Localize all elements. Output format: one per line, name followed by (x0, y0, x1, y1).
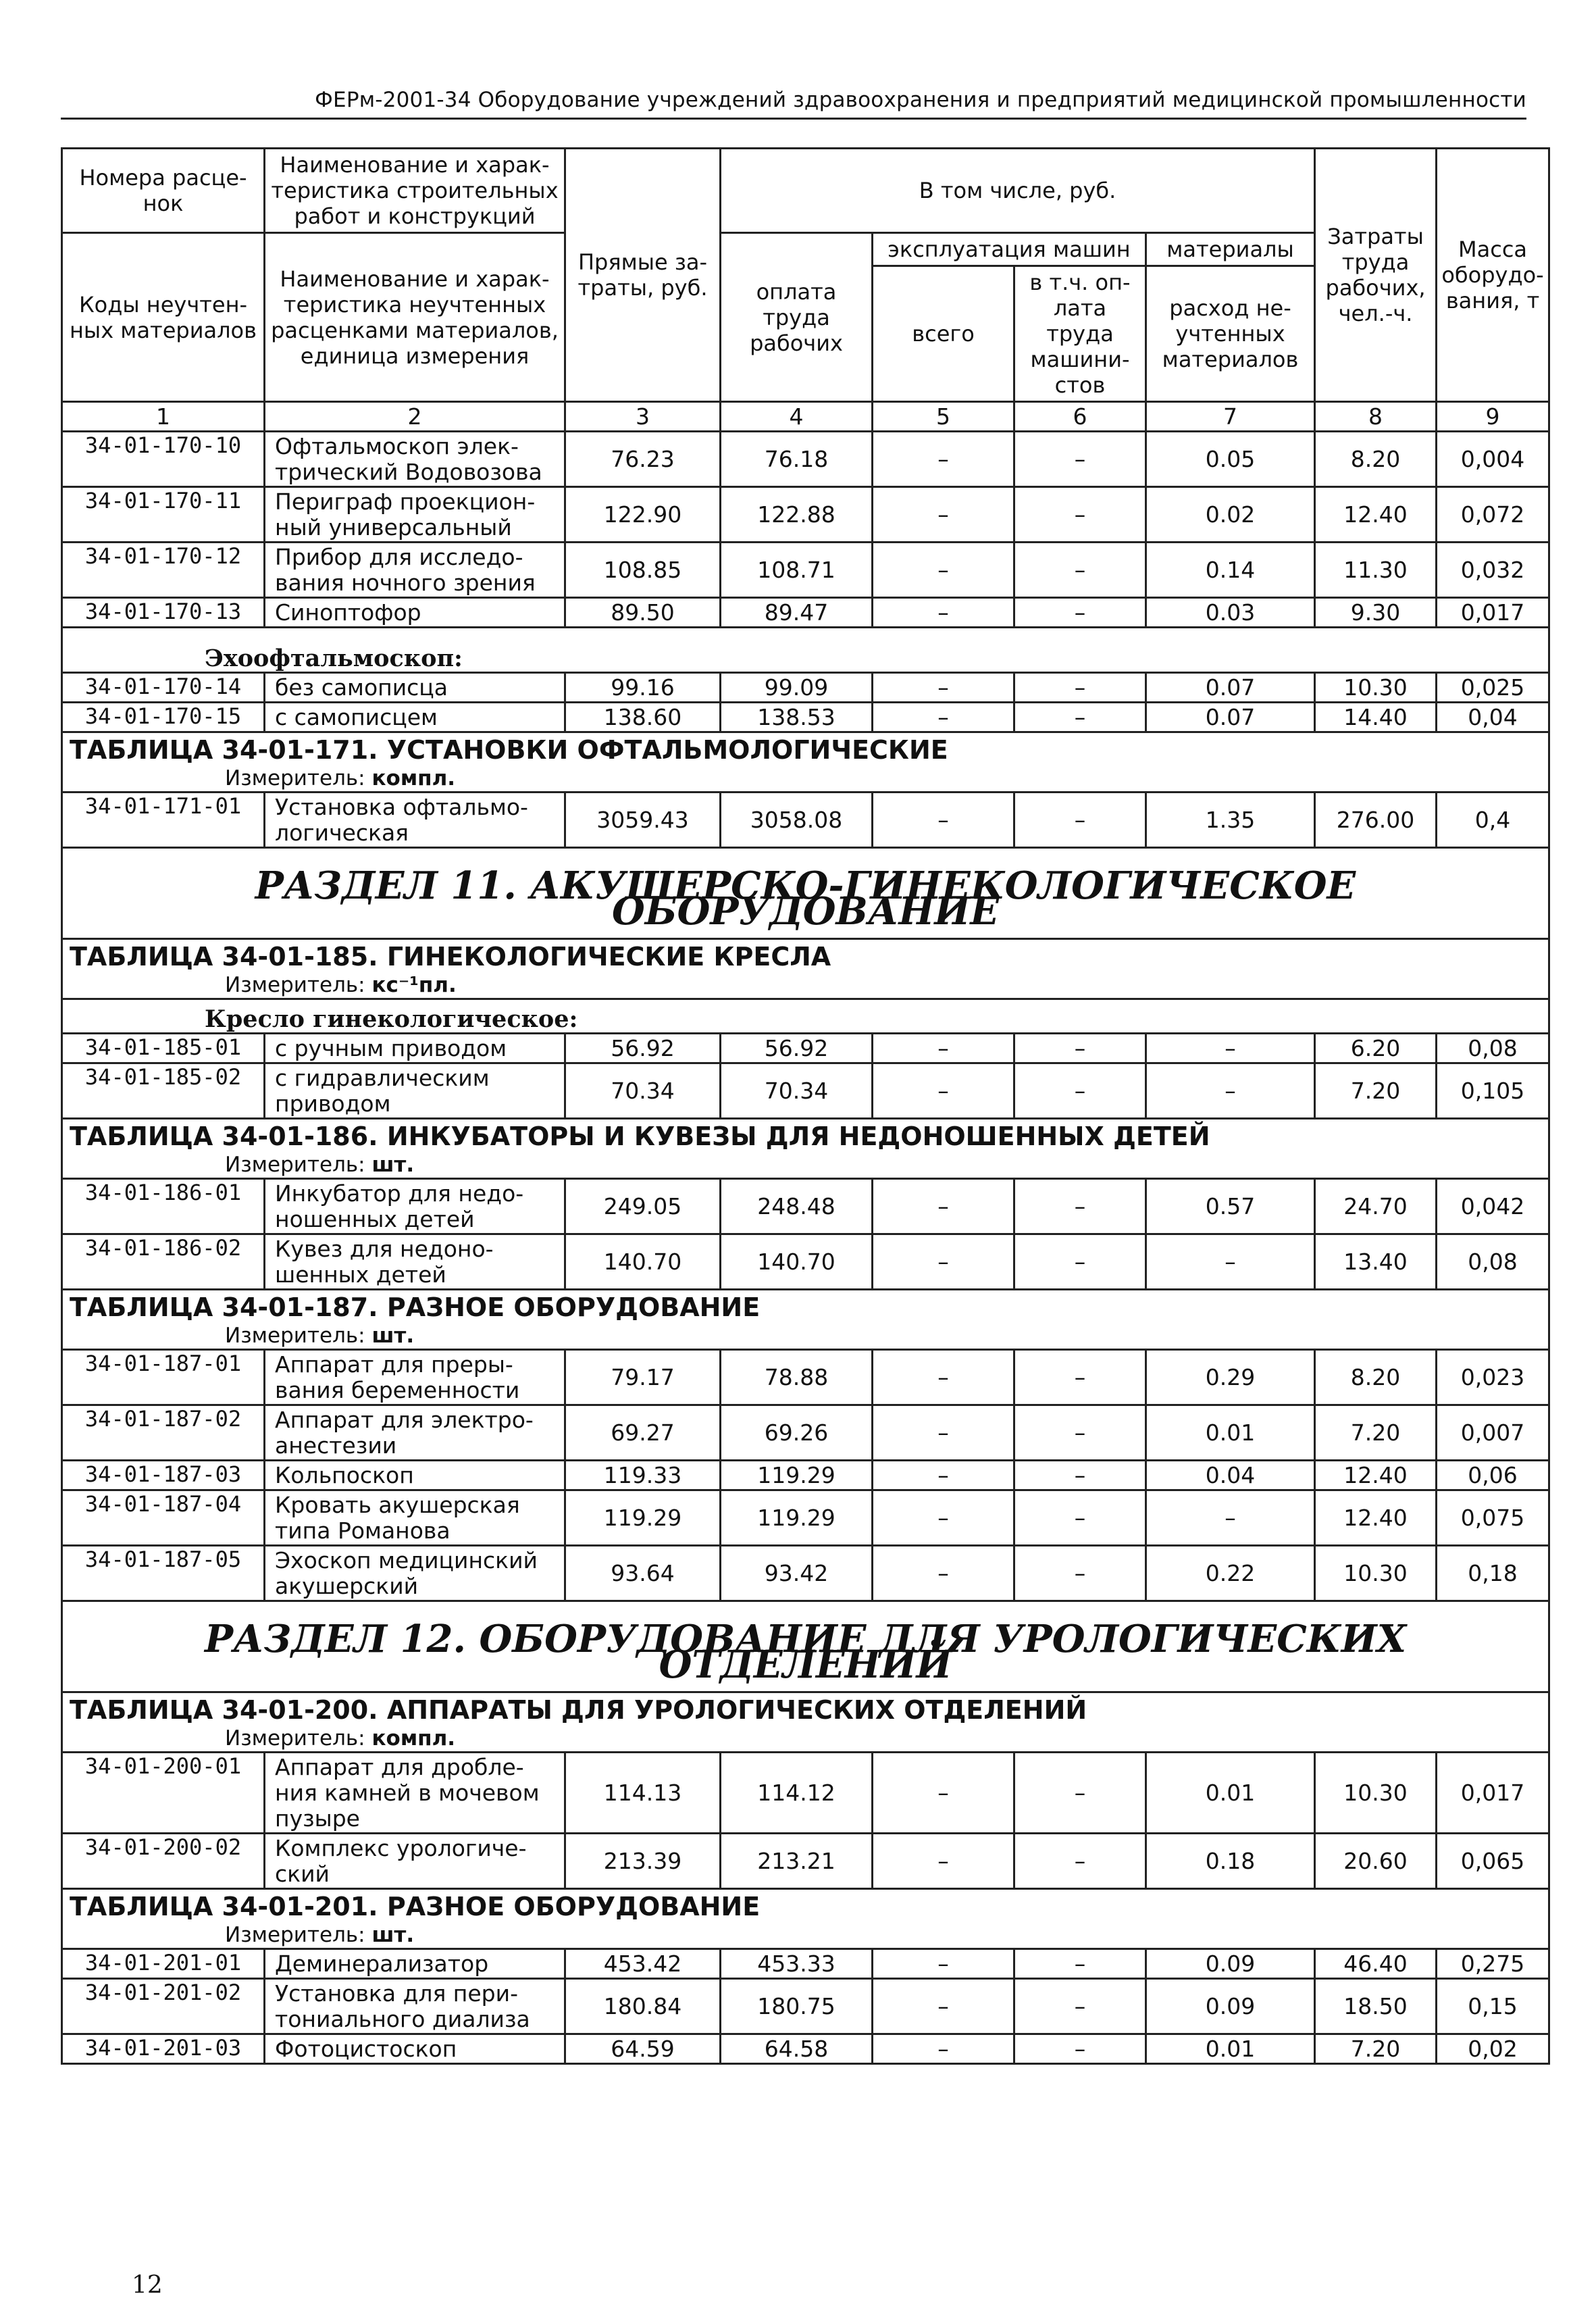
labor-hours-cell: 6.20 (1315, 1034, 1437, 1063)
table-title-row (62, 1119, 1549, 1179)
work-name-cell: Кровать акушерская типа Романова (265, 1490, 565, 1546)
direct-costs-cell: 138.60 (565, 703, 721, 732)
labor-hours-cell: 14.40 (1315, 703, 1437, 732)
rate-code-cell: 34-01-200-01 (62, 1753, 265, 1834)
table-heading: ТАБЛИЦА 34-01-201. РАЗНОЕ ОБОРУДОВАНИЕ (70, 1892, 761, 1921)
machinist-pay-cell: – (1014, 2034, 1146, 2064)
work-name-cell: с гидравлическим приводом (265, 1063, 565, 1119)
table-row (62, 1949, 1549, 1979)
table-body (62, 149, 1549, 2064)
section-title (62, 1601, 1549, 1692)
table-row (62, 1063, 1549, 1119)
work-name-cell: с самописцем (265, 703, 565, 732)
table-row (62, 1546, 1549, 1601)
labor-hours-cell: 7.20 (1315, 1405, 1437, 1461)
rate-code-cell: 34-01-187-05 (62, 1546, 265, 1601)
worker-pay-cell: 248.48 (721, 1179, 873, 1234)
rate-code-cell: 34-01-200-02 (62, 1834, 265, 1889)
machinist-pay-cell: – (1014, 1350, 1146, 1405)
machines-total-cell: – (873, 1461, 1014, 1490)
table-title-row (62, 939, 1549, 999)
work-name-cell: Офтальмоскоп элек-трический Водовозова (265, 432, 565, 487)
unit-label: Измеритель: (225, 766, 365, 790)
materials-cell: – (1146, 1234, 1315, 1290)
unit-value: компл. (371, 1726, 456, 1751)
worker-pay-cell: 70.34 (721, 1063, 873, 1119)
group-title (62, 628, 1549, 673)
table-title-row (62, 732, 1549, 793)
col-work-name-header: Наименование и харак-теристика строительных работ и конструкций (265, 149, 565, 233)
rates-table (61, 147, 1550, 2065)
mass-cell: 0,15 (1437, 1979, 1549, 2034)
materials-cell: 0.29 (1146, 1350, 1315, 1405)
materials-cell: 0.09 (1146, 1949, 1315, 1979)
mass-cell: 0,075 (1437, 1490, 1549, 1546)
worker-pay-cell: 99.09 (721, 673, 873, 703)
table-title (62, 1290, 1549, 1350)
mass-cell: 0,017 (1437, 598, 1549, 628)
table-row (62, 487, 1549, 543)
mass-cell: 0,065 (1437, 1834, 1549, 1889)
col-rate-numbers-header: Номера расце-нок (62, 149, 265, 233)
labor-hours-cell: 12.40 (1315, 487, 1437, 543)
materials-cell: – (1146, 1063, 1315, 1119)
machinist-pay-cell: – (1014, 1546, 1146, 1601)
materials-cell: 0.04 (1146, 1461, 1315, 1490)
machinist-pay-cell: – (1014, 673, 1146, 703)
worker-pay-cell: 119.29 (721, 1490, 873, 1546)
unit-line (70, 1922, 1541, 1948)
unit-line (70, 1152, 1541, 1178)
mass-cell: 0,004 (1437, 432, 1549, 487)
col-machinist-pay-header: в т.ч. оп-лата труда машини-стов (1014, 266, 1146, 402)
unit-value: шт. (371, 1324, 415, 1348)
machines-total-cell: – (873, 1753, 1014, 1834)
work-name-cell: без самописца (265, 673, 565, 703)
machinist-pay-cell: – (1014, 1979, 1146, 2034)
table-row (62, 1461, 1549, 1490)
direct-costs-cell: 99.16 (565, 673, 721, 703)
direct-costs-cell: 114.13 (565, 1753, 721, 1834)
header-row (62, 149, 1549, 233)
machinist-pay-cell: – (1014, 793, 1146, 848)
machinist-pay-cell: – (1014, 1063, 1146, 1119)
table-row (62, 2034, 1549, 2064)
work-name-cell: Аппарат для преры-вания беременности (265, 1350, 565, 1405)
direct-costs-cell: 93.64 (565, 1546, 721, 1601)
group-row (62, 999, 1549, 1034)
column-number: 2 (265, 402, 565, 432)
machinist-pay-cell: – (1014, 1461, 1146, 1490)
materials-cell: 0.01 (1146, 1405, 1315, 1461)
worker-pay-cell: 140.70 (721, 1234, 873, 1290)
work-name-cell: Установка для пери-тониального диализа (265, 1979, 565, 2034)
table-title (62, 732, 1549, 793)
worker-pay-cell: 114.12 (721, 1753, 873, 1834)
worker-pay-cell: 180.75 (721, 1979, 873, 2034)
mass-cell: 0,105 (1437, 1063, 1549, 1119)
section-heading: РАЗДЕЛ 12. ОБОРУДОВАНИЕ ДЛЯ УРОЛОГИЧЕСКИХ ОТДЕЛЕНИЙ (204, 1617, 1407, 1687)
table-row (62, 1179, 1549, 1234)
table-heading: ТАБЛИЦА 34-01-171. УСТАНОВКИ ОФТАЛЬМОЛОГИЧЕСКИЕ (70, 735, 948, 765)
unit-value: компл. (371, 766, 456, 790)
group-including-header: В том числе, руб. (721, 149, 1315, 233)
worker-pay-cell: 3058.08 (721, 793, 873, 848)
labor-hours-cell: 9.30 (1315, 598, 1437, 628)
table-row (62, 1034, 1549, 1063)
machines-total-cell: – (873, 793, 1014, 848)
mass-cell: 0,08 (1437, 1234, 1549, 1290)
machinist-pay-cell: – (1014, 703, 1146, 732)
mass-cell: 0,025 (1437, 673, 1549, 703)
worker-pay-cell: 69.26 (721, 1405, 873, 1461)
rate-code-cell: 34-01-170-15 (62, 703, 265, 732)
section-title (62, 848, 1549, 939)
table-title-row (62, 1692, 1549, 1753)
rate-code-cell: 34-01-171-01 (62, 793, 265, 848)
table-title-row (62, 1290, 1549, 1350)
worker-pay-cell: 453.33 (721, 1949, 873, 1979)
table-row (62, 598, 1549, 628)
group-materials-header: материалы (1146, 233, 1315, 266)
machines-total-cell: – (873, 1490, 1014, 1546)
direct-costs-cell: 119.33 (565, 1461, 721, 1490)
machinist-pay-cell: – (1014, 432, 1146, 487)
table-title (62, 1119, 1549, 1179)
direct-costs-cell: 3059.43 (565, 793, 721, 848)
table-row (62, 1979, 1549, 2034)
column-number: 8 (1315, 402, 1437, 432)
work-name-cell: с ручным приводом (265, 1034, 565, 1063)
unit-line (70, 972, 1541, 998)
col-worker-pay-header: оплата труда рабочих (721, 233, 873, 402)
labor-hours-cell: 18.50 (1315, 1979, 1437, 2034)
table-heading: ТАБЛИЦА 34-01-185. ГИНЕКОЛОГИЧЕСКИЕ КРЕСЛА (70, 942, 831, 972)
rate-code-cell: 34-01-170-12 (62, 543, 265, 598)
labor-hours-cell: 10.30 (1315, 1753, 1437, 1834)
table-heading: ТАБЛИЦА 34-01-187. РАЗНОЕ ОБОРУДОВАНИЕ (70, 1292, 761, 1322)
direct-costs-cell: 79.17 (565, 1350, 721, 1405)
table-heading: ТАБЛИЦА 34-01-200. АППАРАТЫ ДЛЯ УРОЛОГИЧЕСКИХ ОТДЕЛЕНИЙ (70, 1695, 1087, 1725)
materials-cell: 0.03 (1146, 598, 1315, 628)
machinist-pay-cell: – (1014, 1834, 1146, 1889)
mass-cell: 0,017 (1437, 1753, 1549, 1834)
worker-pay-cell: 56.92 (721, 1034, 873, 1063)
unit-line (70, 1323, 1541, 1349)
col-labor-hours-header: Затраты труда рабочих, чел.-ч. (1315, 149, 1437, 402)
work-name-cell: Деминерализатор (265, 1949, 565, 1979)
col-direct-costs-header: Прямые за-траты, руб. (565, 149, 721, 402)
rate-code-cell: 34-01-187-03 (62, 1461, 265, 1490)
unit-label: Измеритель: (225, 973, 365, 997)
materials-cell: 0.05 (1146, 432, 1315, 487)
section-row (62, 848, 1549, 939)
unit-label: Измеритель: (225, 1923, 365, 1947)
materials-cell: 0.07 (1146, 703, 1315, 732)
work-name-cell: Прибор для исследо-вания ночного зрения (265, 543, 565, 598)
machines-total-cell: – (873, 1979, 1014, 2034)
direct-costs-cell: 119.29 (565, 1490, 721, 1546)
unit-value: кс⁻¹пл. (371, 973, 457, 997)
rate-code-cell: 34-01-201-02 (62, 1979, 265, 2034)
rate-code-cell: 34-01-185-01 (62, 1034, 265, 1063)
materials-cell: – (1146, 1034, 1315, 1063)
machinist-pay-cell: – (1014, 543, 1146, 598)
labor-hours-cell: 13.40 (1315, 1234, 1437, 1290)
materials-cell: 0.09 (1146, 1979, 1315, 2034)
machines-total-cell: – (873, 1405, 1014, 1461)
labor-hours-cell: 12.40 (1315, 1490, 1437, 1546)
work-name-cell: Эхоскоп медицинский акушерский (265, 1546, 565, 1601)
direct-costs-cell: 453.42 (565, 1949, 721, 1979)
labor-hours-cell: 8.20 (1315, 1350, 1437, 1405)
table-row (62, 673, 1549, 703)
materials-cell: 0.01 (1146, 1753, 1315, 1834)
worker-pay-cell: 213.21 (721, 1834, 873, 1889)
machinist-pay-cell: – (1014, 1949, 1146, 1979)
worker-pay-cell: 108.71 (721, 543, 873, 598)
mass-cell: 0,023 (1437, 1350, 1549, 1405)
mass-cell: 0,04 (1437, 703, 1549, 732)
table-row (62, 1234, 1549, 1290)
labor-hours-cell: 46.40 (1315, 1949, 1437, 1979)
column-number: 6 (1014, 402, 1146, 432)
direct-costs-cell: 56.92 (565, 1034, 721, 1063)
worker-pay-cell: 76.18 (721, 432, 873, 487)
mass-cell: 0,042 (1437, 1179, 1549, 1234)
mass-cell: 0,08 (1437, 1034, 1549, 1063)
machinist-pay-cell: – (1014, 1405, 1146, 1461)
direct-costs-cell: 180.84 (565, 1979, 721, 2034)
col-material-name-header: Наименование и харак-теристика неучтенных расценками материалов, единица измерения (265, 233, 565, 402)
work-name-cell: Аппарат для электро-анестезии (265, 1405, 565, 1461)
materials-cell: 0.22 (1146, 1546, 1315, 1601)
column-number: 5 (873, 402, 1014, 432)
unit-line (70, 765, 1541, 791)
rate-code-cell: 34-01-201-01 (62, 1949, 265, 1979)
work-name-cell: Комплекс урологиче-ский (265, 1834, 565, 1889)
machines-total-cell: – (873, 2034, 1014, 2064)
worker-pay-cell: 93.42 (721, 1546, 873, 1601)
labor-hours-cell: 20.60 (1315, 1834, 1437, 1889)
rate-code-cell: 34-01-170-14 (62, 673, 265, 703)
work-name-cell: Кольпоскоп (265, 1461, 565, 1490)
labor-hours-cell: 7.20 (1315, 2034, 1437, 2064)
table-row (62, 543, 1549, 598)
machines-total-cell: – (873, 673, 1014, 703)
materials-cell: – (1146, 1490, 1315, 1546)
labor-hours-cell: 12.40 (1315, 1461, 1437, 1490)
labor-hours-cell: 24.70 (1315, 1179, 1437, 1234)
machinist-pay-cell: – (1014, 1034, 1146, 1063)
table-row (62, 1834, 1549, 1889)
machinist-pay-cell: – (1014, 1234, 1146, 1290)
worker-pay-cell: 64.58 (721, 2034, 873, 2064)
machines-total-cell: – (873, 1179, 1014, 1234)
materials-cell: 0.02 (1146, 487, 1315, 543)
worker-pay-cell: 122.88 (721, 487, 873, 543)
section-heading: РАЗДЕЛ 11. АКУШЕРСКО-ГИНЕКОЛОГИЧЕСКОЕ ОБОРУДОВАНИЕ (255, 863, 1356, 934)
mass-cell: 0,007 (1437, 1405, 1549, 1461)
machines-total-cell: – (873, 432, 1014, 487)
col-machines-total-header: всего (873, 266, 1014, 402)
labor-hours-cell: 276.00 (1315, 793, 1437, 848)
materials-cell: 0.01 (1146, 2034, 1315, 2064)
machinist-pay-cell: – (1014, 1490, 1146, 1546)
table-title (62, 939, 1549, 999)
labor-hours-cell: 10.30 (1315, 673, 1437, 703)
col-material-codes-header: Коды неучтен-ных материалов (62, 233, 265, 402)
group-heading: Кресло гинекологическое: (205, 1005, 578, 1033)
work-name-cell: Фотоцистоскоп (265, 2034, 565, 2064)
page-number: 12 (132, 2271, 163, 2299)
machines-total-cell: – (873, 1034, 1014, 1063)
machines-total-cell: – (873, 1546, 1014, 1601)
machines-total-cell: – (873, 1949, 1014, 1979)
table-row (62, 1350, 1549, 1405)
labor-hours-cell: 11.30 (1315, 543, 1437, 598)
direct-costs-cell: 249.05 (565, 1179, 721, 1234)
table-row (62, 1753, 1549, 1834)
group-row (62, 628, 1549, 673)
mass-cell: 0,4 (1437, 793, 1549, 848)
direct-costs-cell: 76.23 (565, 432, 721, 487)
direct-costs-cell: 64.59 (565, 2034, 721, 2064)
materials-cell: 0.14 (1146, 543, 1315, 598)
table-title-row (62, 1889, 1549, 1949)
machines-total-cell: – (873, 1350, 1014, 1405)
labor-hours-cell: 7.20 (1315, 1063, 1437, 1119)
column-number: 1 (62, 402, 265, 432)
rate-code-cell: 34-01-170-10 (62, 432, 265, 487)
rate-code-cell: 34-01-187-02 (62, 1405, 265, 1461)
mass-cell: 0,275 (1437, 1949, 1549, 1979)
column-number: 3 (565, 402, 721, 432)
unit-label: Измеритель: (225, 1726, 365, 1751)
worker-pay-cell: 138.53 (721, 703, 873, 732)
rate-code-cell: 34-01-186-02 (62, 1234, 265, 1290)
work-name-cell: Синоптофор (265, 598, 565, 628)
mass-cell: 0,072 (1437, 487, 1549, 543)
direct-costs-cell: 213.39 (565, 1834, 721, 1889)
direct-costs-cell: 122.90 (565, 487, 721, 543)
mass-cell: 0,02 (1437, 2034, 1549, 2064)
work-name-cell: Аппарат для дробле-ния камней в мочевом пузыре (265, 1753, 565, 1834)
unit-line (70, 1726, 1541, 1751)
work-name-cell: Кувез для недоно-шенных детей (265, 1234, 565, 1290)
group-title (62, 999, 1549, 1034)
unit-label: Измеритель: (225, 1153, 365, 1177)
table-heading: ТАБЛИЦА 34-01-186. ИНКУБАТОРЫ И КУВЕЗЫ ДЛЯ НЕДОНОШЕННЫХ ДЕТЕЙ (70, 1122, 1210, 1151)
unit-label: Измеритель: (225, 1324, 365, 1348)
machines-total-cell: – (873, 543, 1014, 598)
column-number: 9 (1437, 402, 1549, 432)
direct-costs-cell: 69.27 (565, 1405, 721, 1461)
col-mass-header: Масса оборудо-вания, т (1437, 149, 1549, 402)
worker-pay-cell: 78.88 (721, 1350, 873, 1405)
materials-cell: 0.57 (1146, 1179, 1315, 1234)
direct-costs-cell: 89.50 (565, 598, 721, 628)
column-number: 7 (1146, 402, 1315, 432)
unit-value: шт. (371, 1923, 415, 1947)
machines-total-cell: – (873, 1834, 1014, 1889)
worker-pay-cell: 119.29 (721, 1461, 873, 1490)
section-row (62, 1601, 1549, 1692)
table-row (62, 432, 1549, 487)
group-machines-header: эксплуатация машин (873, 233, 1146, 266)
mass-cell: 0,06 (1437, 1461, 1549, 1490)
mass-cell: 0,18 (1437, 1546, 1549, 1601)
materials-cell: 0.07 (1146, 673, 1315, 703)
rate-code-cell: 34-01-170-13 (62, 598, 265, 628)
materials-cell: 0.18 (1146, 1834, 1315, 1889)
running-header: ФЕРм-2001-34 Оборудование учреждений здравоохранения и предприятий медицинской промышленности (61, 88, 1526, 120)
rate-code-cell: 34-01-187-01 (62, 1350, 265, 1405)
direct-costs-cell: 140.70 (565, 1234, 721, 1290)
machinist-pay-cell: – (1014, 598, 1146, 628)
column-number: 4 (721, 402, 873, 432)
rate-code-cell: 34-01-186-01 (62, 1179, 265, 1234)
machinist-pay-cell: – (1014, 1753, 1146, 1834)
table-row (62, 793, 1549, 848)
rate-code-cell: 34-01-185-02 (62, 1063, 265, 1119)
table-title (62, 1692, 1549, 1753)
machines-total-cell: – (873, 1234, 1014, 1290)
rate-code-cell: 34-01-201-03 (62, 2034, 265, 2064)
worker-pay-cell: 89.47 (721, 598, 873, 628)
labor-hours-cell: 10.30 (1315, 1546, 1437, 1601)
table-title (62, 1889, 1549, 1949)
table-row (62, 703, 1549, 732)
machinist-pay-cell: – (1014, 487, 1146, 543)
unit-value: шт. (371, 1153, 415, 1177)
work-name-cell: Инкубатор для недо-ношенных детей (265, 1179, 565, 1234)
column-numbers-row (62, 402, 1549, 432)
labor-hours-cell: 8.20 (1315, 432, 1437, 487)
rate-code-cell: 34-01-170-11 (62, 487, 265, 543)
work-name-cell: Периграф проекцион-ный универсальный (265, 487, 565, 543)
table-row (62, 1405, 1549, 1461)
direct-costs-cell: 70.34 (565, 1063, 721, 1119)
machines-total-cell: – (873, 598, 1014, 628)
machines-total-cell: – (873, 487, 1014, 543)
machinist-pay-cell: – (1014, 1179, 1146, 1234)
materials-cell: 1.35 (1146, 793, 1315, 848)
table-row (62, 1490, 1549, 1546)
machines-total-cell: – (873, 703, 1014, 732)
mass-cell: 0,032 (1437, 543, 1549, 598)
machines-total-cell: – (873, 1063, 1014, 1119)
work-name-cell: Установка офтальмо-логическая (265, 793, 565, 848)
col-unaccounted-materials-header: расход не-учтенных материалов (1146, 266, 1315, 402)
group-heading: Эхоофтальмоскоп: (205, 645, 463, 672)
direct-costs-cell: 108.85 (565, 543, 721, 598)
rate-code-cell: 34-01-187-04 (62, 1490, 265, 1546)
